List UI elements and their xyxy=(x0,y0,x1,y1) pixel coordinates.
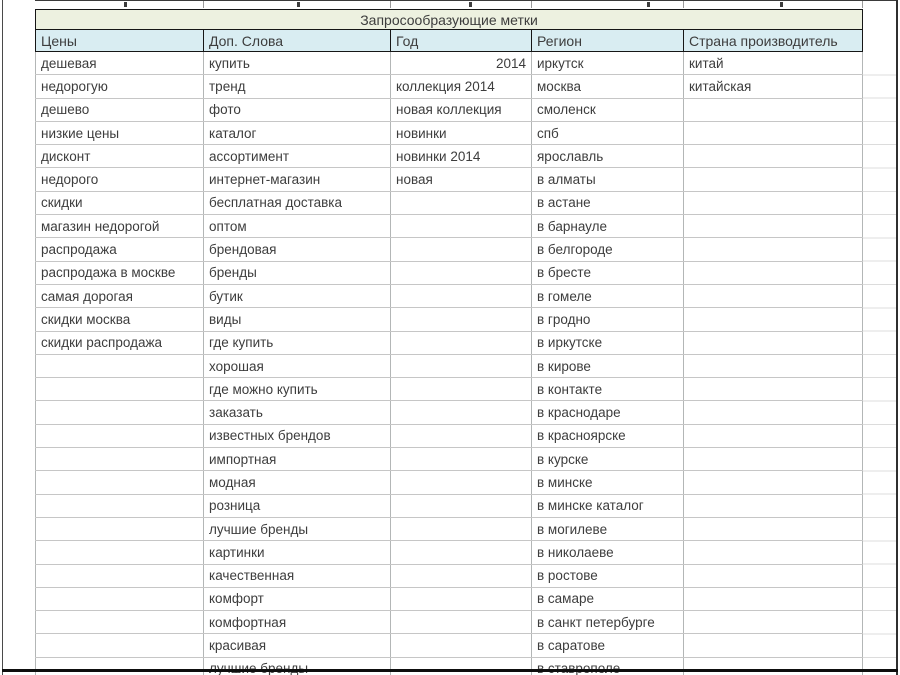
table-cell[interactable]: в самаре xyxy=(532,587,684,610)
table-row xyxy=(36,424,863,447)
table-cell[interactable] xyxy=(684,261,863,284)
table-cell[interactable]: виды xyxy=(204,308,391,331)
table-row xyxy=(36,261,863,284)
table-cell[interactable]: ярославль xyxy=(532,145,684,168)
table-cell[interactable] xyxy=(391,424,532,447)
table-cell[interactable]: бесплатная доставка xyxy=(204,191,391,214)
table-row xyxy=(36,168,863,191)
gutter-gridlines xyxy=(863,52,896,669)
table-cell[interactable]: дешево xyxy=(36,98,204,121)
table-cell[interactable]: импортная xyxy=(204,448,391,471)
clipped-text-fragment xyxy=(297,2,300,7)
table-cell[interactable]: китай xyxy=(684,52,863,75)
table-cell[interactable] xyxy=(684,634,863,657)
table-cell[interactable] xyxy=(36,587,204,610)
table-row xyxy=(36,191,863,214)
table-cell[interactable] xyxy=(684,168,863,191)
table-cell[interactable] xyxy=(684,215,863,238)
table-cell[interactable] xyxy=(684,471,863,494)
table-cell[interactable]: москва xyxy=(532,75,684,98)
table-cell[interactable] xyxy=(684,564,863,587)
table-cell[interactable]: фото xyxy=(204,98,391,121)
table-cell[interactable]: комфортная xyxy=(204,611,391,634)
table-cell[interactable]: тренд xyxy=(204,75,391,98)
table-row xyxy=(36,238,863,261)
table-cell[interactable]: в кирове xyxy=(532,354,684,377)
table-cell[interactable] xyxy=(391,634,532,657)
screenshot-border-bottom xyxy=(2,669,898,672)
table-cell[interactable] xyxy=(684,354,863,377)
table-row xyxy=(36,284,863,307)
table-title[interactable]: Запросообразующие метки xyxy=(36,10,863,30)
table-cell[interactable]: бутик xyxy=(204,284,391,307)
column-header-region[interactable]: Регион xyxy=(532,30,684,52)
table-cell[interactable] xyxy=(36,401,204,424)
table-cell[interactable]: хорошая xyxy=(204,354,391,377)
table-cell[interactable] xyxy=(36,354,204,377)
table-cell[interactable] xyxy=(391,517,532,540)
table-cell[interactable] xyxy=(36,378,204,401)
table-head xyxy=(36,10,863,52)
table-cell[interactable] xyxy=(36,448,204,471)
table-cell[interactable]: картинки xyxy=(204,541,391,564)
table-title-row xyxy=(36,10,863,30)
screenshot-border-right xyxy=(896,0,898,675)
table-cell[interactable]: самая дорогая xyxy=(36,284,204,307)
table-cell[interactable] xyxy=(684,121,863,144)
table-cell[interactable] xyxy=(391,261,532,284)
table-cell[interactable]: ассортимент xyxy=(204,145,391,168)
table-cell[interactable] xyxy=(391,331,532,354)
table-cell[interactable] xyxy=(684,448,863,471)
table-cell[interactable]: в бресте xyxy=(532,261,684,284)
table-row xyxy=(36,145,863,168)
table-cell[interactable]: где купить xyxy=(204,331,391,354)
table-cell[interactable] xyxy=(391,471,532,494)
table-cell[interactable] xyxy=(391,448,532,471)
gridline xyxy=(390,1,391,8)
column-header-words[interactable]: Доп. Слова xyxy=(204,30,391,52)
table-body xyxy=(36,52,863,675)
table-cell[interactable]: в ростове xyxy=(532,564,684,587)
table-cell[interactable] xyxy=(36,541,204,564)
table-cell[interactable]: скидки xyxy=(36,191,204,214)
table-row xyxy=(36,52,863,75)
table-cell[interactable]: в красноярске xyxy=(532,424,684,447)
table-cell[interactable] xyxy=(204,657,391,675)
table-cell[interactable] xyxy=(36,494,204,517)
table-cell[interactable]: в минске каталог xyxy=(532,494,684,517)
table-row xyxy=(36,308,863,331)
table-cell[interactable] xyxy=(684,145,863,168)
table-cell[interactable]: в николаеве xyxy=(532,541,684,564)
table-cell[interactable]: распродажа в москве xyxy=(36,261,204,284)
table-row xyxy=(36,587,863,610)
table-cell[interactable] xyxy=(36,657,204,675)
table-cell[interactable]: в саратове xyxy=(532,634,684,657)
table-cell[interactable]: в астане xyxy=(532,191,684,214)
clipped-text-fragment xyxy=(647,2,650,7)
table-cell[interactable] xyxy=(36,424,204,447)
table-cell[interactable]: качественная xyxy=(204,564,391,587)
table-cell[interactable]: в минске xyxy=(532,471,684,494)
table-cell[interactable]: красивая xyxy=(204,634,391,657)
table-row xyxy=(36,378,863,401)
table-cell[interactable]: в барнауле xyxy=(532,215,684,238)
table-row xyxy=(36,634,863,657)
table-cell[interactable]: известных брендов xyxy=(204,424,391,447)
table-cell[interactable] xyxy=(391,564,532,587)
table-row xyxy=(36,494,863,517)
table-cell[interactable] xyxy=(684,401,863,424)
screenshot-border-left xyxy=(2,0,3,675)
gridline xyxy=(203,1,204,8)
table-cell[interactable] xyxy=(684,284,863,307)
column-header-prices[interactable]: Цены xyxy=(36,30,204,52)
table-row xyxy=(36,75,863,98)
table-cell[interactable]: модная xyxy=(204,471,391,494)
table-cell[interactable] xyxy=(532,657,684,675)
top-gridline xyxy=(35,0,898,1)
table-cell[interactable]: 2014 xyxy=(391,52,532,75)
table-row xyxy=(36,331,863,354)
table-cell[interactable]: в санкт петербурге xyxy=(532,611,684,634)
table-cell[interactable] xyxy=(684,517,863,540)
table-cell[interactable] xyxy=(391,587,532,610)
table-cell[interactable]: в гродно xyxy=(532,308,684,331)
table-container xyxy=(35,9,863,675)
table-cell[interactable]: заказать xyxy=(204,401,391,424)
table-cell[interactable]: в гомеле xyxy=(532,284,684,307)
table-cell[interactable]: спб xyxy=(532,121,684,144)
table-cell[interactable] xyxy=(391,284,532,307)
table-row xyxy=(36,98,863,121)
table-cell[interactable] xyxy=(36,471,204,494)
table-cell[interactable] xyxy=(684,611,863,634)
table-cell[interactable]: в курске xyxy=(532,448,684,471)
table-row xyxy=(36,564,863,587)
table-cell[interactable] xyxy=(391,308,532,331)
table-cell[interactable] xyxy=(391,611,532,634)
table-cell[interactable]: скидки москва xyxy=(36,308,204,331)
table-cell[interactable]: купить xyxy=(204,52,391,75)
table-cell[interactable] xyxy=(684,541,863,564)
table-cell[interactable] xyxy=(391,494,532,517)
table-cell[interactable]: новая xyxy=(391,168,532,191)
table-cell[interactable] xyxy=(391,238,532,261)
clipped-text-fragment xyxy=(469,2,472,7)
table-row xyxy=(36,611,863,634)
table-row xyxy=(36,541,863,564)
table-cell[interactable] xyxy=(391,215,532,238)
table-cell[interactable]: оптом xyxy=(204,215,391,238)
table-cell[interactable]: китайская xyxy=(684,75,863,98)
table-cell[interactable]: недорого xyxy=(36,168,204,191)
table-cell[interactable]: новинки 2014 xyxy=(391,145,532,168)
table-cell[interactable]: дисконт xyxy=(36,145,204,168)
table-cell[interactable]: смоленск xyxy=(532,98,684,121)
table-cell[interactable]: новая коллекция xyxy=(391,98,532,121)
table-cell[interactable]: новинки xyxy=(391,121,532,144)
gridline xyxy=(531,1,532,8)
table-cell[interactable]: комфорт xyxy=(204,587,391,610)
table-cell[interactable] xyxy=(684,587,863,610)
table-cell[interactable]: коллекция 2014 xyxy=(391,75,532,98)
table-cell[interactable]: в белгороде xyxy=(532,238,684,261)
table-cell[interactable]: в алматы xyxy=(532,168,684,191)
table-cell[interactable]: скидки распродажа xyxy=(36,331,204,354)
table-cell[interactable] xyxy=(391,378,532,401)
table-cell[interactable] xyxy=(684,238,863,261)
table-row xyxy=(36,471,863,494)
table-cell[interactable]: брендовая xyxy=(204,238,391,261)
table-cell[interactable]: иркутск xyxy=(532,52,684,75)
table-row xyxy=(36,517,863,540)
table-cell[interactable]: в иркутске xyxy=(532,331,684,354)
table-row xyxy=(36,354,863,377)
table-row xyxy=(36,401,863,424)
table-cell[interactable]: распродажа xyxy=(36,238,204,261)
table-cell[interactable] xyxy=(684,378,863,401)
table-cell[interactable]: в краснодаре xyxy=(532,401,684,424)
table-cell[interactable]: где можно купить xyxy=(204,378,391,401)
table-cell[interactable] xyxy=(391,191,532,214)
table-cell[interactable]: в могилеве xyxy=(532,517,684,540)
table-cell[interactable] xyxy=(36,611,204,634)
table-cell[interactable]: недорогую xyxy=(36,75,204,98)
table-cell[interactable]: низкие цены xyxy=(36,121,204,144)
table-cell[interactable]: интернет-магазин xyxy=(204,168,391,191)
table-row xyxy=(36,121,863,144)
column-header-year[interactable]: Год xyxy=(391,30,532,52)
table-cell[interactable] xyxy=(684,424,863,447)
table-cell[interactable] xyxy=(36,564,204,587)
table-cell[interactable] xyxy=(684,494,863,517)
table-cell[interactable]: розница xyxy=(204,494,391,517)
table-cell[interactable]: лучшие бренды xyxy=(204,517,391,540)
table-cell[interactable]: магазин недорогой xyxy=(36,215,204,238)
table-cell[interactable] xyxy=(391,401,532,424)
clipped-text-fragment xyxy=(780,2,783,7)
table-cell[interactable] xyxy=(391,541,532,564)
clipped-row-remnant xyxy=(0,0,900,9)
table-cell[interactable] xyxy=(36,517,204,540)
table-cell[interactable]: в контакте xyxy=(532,378,684,401)
table-row xyxy=(36,657,863,675)
table-row xyxy=(36,448,863,471)
table-cell[interactable] xyxy=(36,634,204,657)
table-cell[interactable]: каталог xyxy=(204,121,391,144)
table-header-row xyxy=(36,30,863,52)
tags-table xyxy=(35,9,863,675)
table-cell[interactable] xyxy=(684,331,863,354)
table-cell[interactable] xyxy=(684,191,863,214)
gridline xyxy=(683,1,684,8)
column-header-country[interactable]: Страна производитель xyxy=(684,30,863,52)
table-cell[interactable] xyxy=(391,354,532,377)
table-cell[interactable] xyxy=(684,308,863,331)
table-row xyxy=(36,215,863,238)
table-cell[interactable] xyxy=(684,98,863,121)
table-cell[interactable] xyxy=(391,657,532,675)
table-cell[interactable]: дешевая xyxy=(36,52,204,75)
clipped-text-fragment xyxy=(124,2,127,7)
gridline xyxy=(862,1,863,8)
table-cell[interactable]: бренды xyxy=(204,261,391,284)
table-cell[interactable] xyxy=(684,657,863,675)
